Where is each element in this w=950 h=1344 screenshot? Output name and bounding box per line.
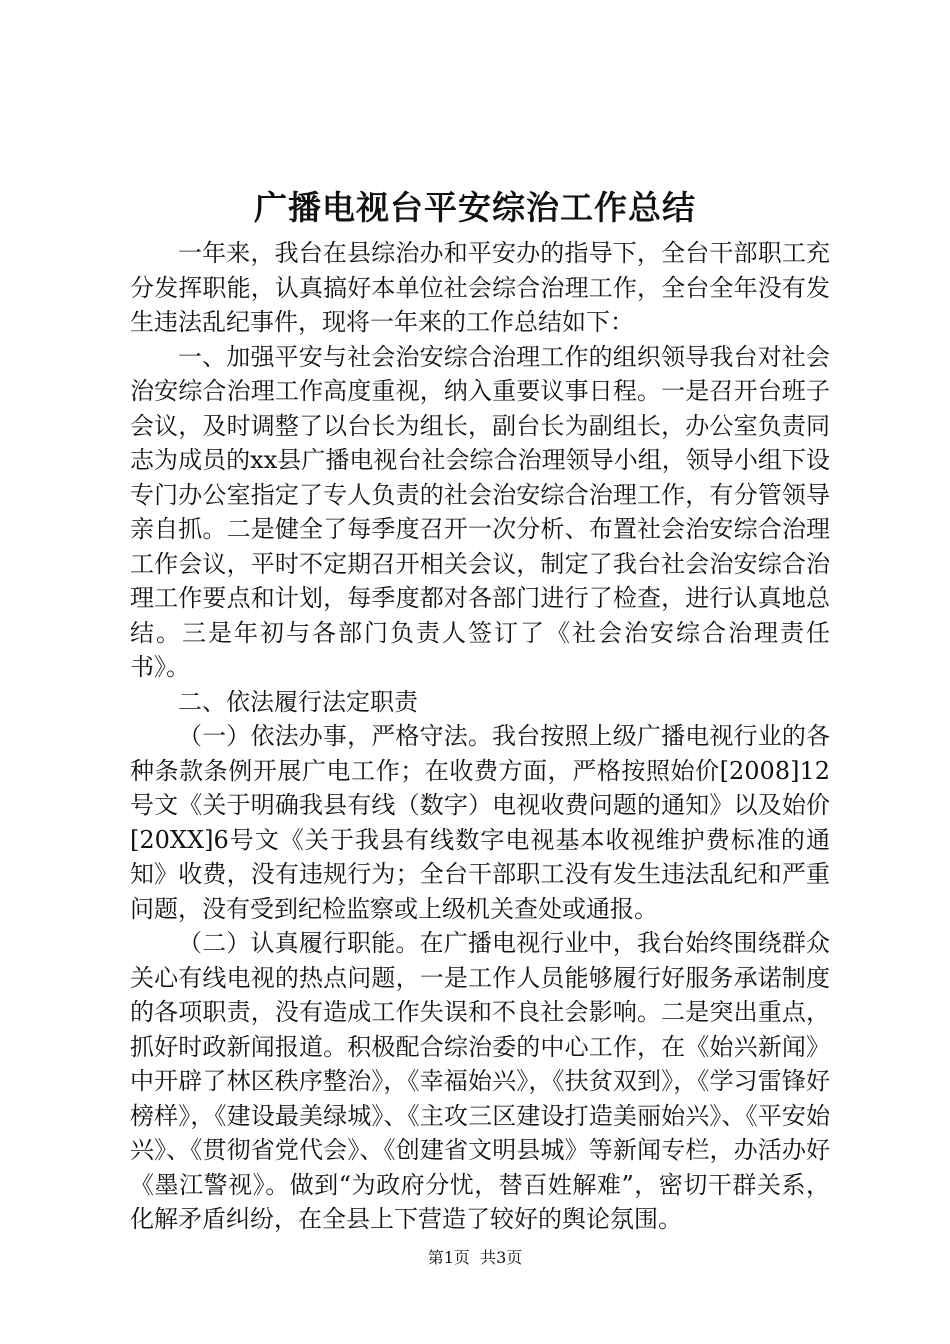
page-number: 第1页	[427, 1248, 470, 1267]
page-total: 共3页	[480, 1248, 523, 1267]
paragraph-section-1: 一、加强平安与社会治安综合治理工作的组织领导我台对社会治安综合治理工作高度重视，纳入重要议事日程。一是召开台班子会议，及时调整了以台长为组长，副台长为副组长，办公室负责同志为成员的xx县广播电视台社会综合治理领导小组，领导小组下设专门办公室指定了专人负责的社会治安综合治理工作，有分管领导亲自抓。二是健全了每季度召开一次分析、布置社会治安综合治理工作会议，平时不定期召开相关会议，制定了我台社会治安综合治理工作要点和计划，每季度都对各部门进行了检查，进行认真地总结。三是年初与各部门负责人签订了《社会治安综合治理责任书》。	[130, 342, 830, 681]
paragraph-section-2-heading: 二、依法履行法定职责	[178, 687, 418, 716]
paragraph-section-2-item-1: （一）依法办事，严格守法。我台按照上级广播电视行业的各种条款条例开展广电工作；在收费方面，严格按照始价[2008]12号文《关于明确我县有线（数字）电视收费问题的通知》以及始价[20XX]6号文《关于我县有线数字电视基本收视维护费标准的通知》收费，没有违规行为；全台干部职工没有发生违法乱纪和严重问题，没有受到纪检监察或上级机关查处或通报。	[130, 722, 830, 923]
page-footer	[0, 1248, 950, 1268]
document-title: 广播电视台平安综治工作总结	[254, 188, 696, 227]
document-body	[130, 236, 830, 1237]
paragraph-intro: 一年来，我台在县综治办和平安办的指导下，全台干部职工充分发挥职能，认真搞好本单位社会综合治理工作，全台全年没有发生违法乱纪事件，现将一年来的工作总结如下：	[130, 239, 830, 336]
paragraph-section-2-item-2: （二）认真履行职能。在广播电视行业中，我台始终围绕群众关心有线电视的热点问题，一是工作人员能够履行好服务承诺制度的各项职责，没有造成工作失误和不良社会影响。二是突出重点，抓好时政新闻报道。积极配合综治委的中心工作，在《始兴新闻》中开辟了林区秩序整治》，《幸福始兴》，《扶贫双到》，《学习雷锋好榜样》，《建设最美绿城》、《主攻三区建设打造美丽始兴》、《平安始兴》、《贯彻省党代会》、《创建省文明县城》等新闻专栏，办活办好《墨江警视》。做到“为政府分忧，替百姓解难”，密切干群关系，化解矛盾纠纷，在全县上下营造了较好的舆论氛围。	[130, 929, 830, 1233]
